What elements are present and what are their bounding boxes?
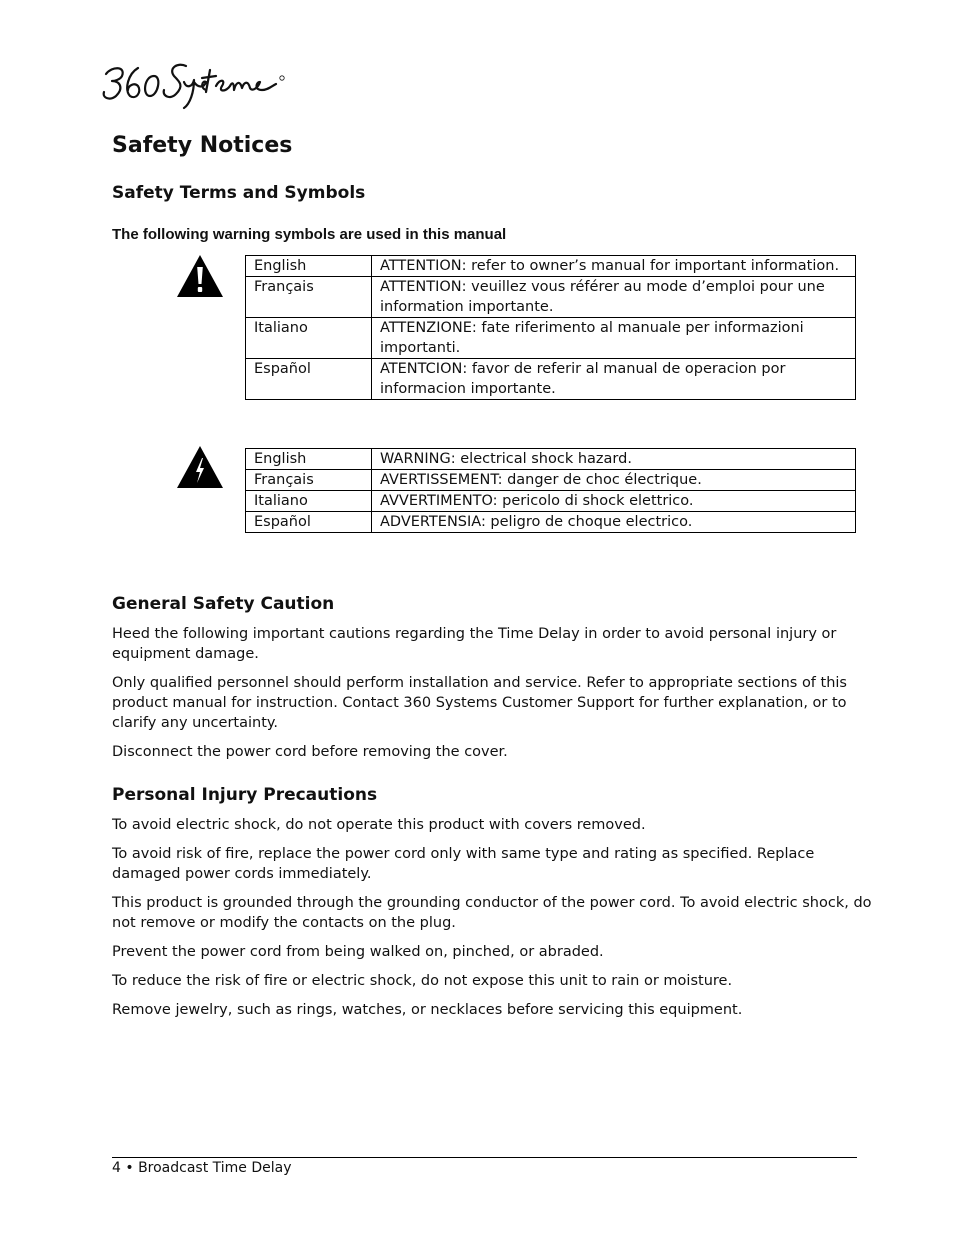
body-paragraph: Prevent the power cord from being walked on, pinched, or abraded. [112, 944, 604, 960]
body-paragraph: Only qualified personnel should perform installation and service. Refer to appropriate sections of this product manual for instruction. Contact 360 Systems Customer Support for further explanation, or to clarify any uncertainty. [112, 675, 847, 731]
body-paragraph: Heed the following important cautions regarding the Time Delay in order to avoid personal injury or equipment damage. [112, 626, 837, 662]
warning-text-cell: ATENTCION: favor de referir al manual de operacion por informacion importante. [372, 359, 856, 400]
body-paragraph: To avoid risk of fire, replace the power cord only with same type and rating as specified. Replace damaged power cords immediately. [112, 846, 815, 882]
language-cell: Français [246, 277, 372, 318]
electric-shock-warning-icon [176, 445, 224, 489]
exclamation-warning-icon [176, 254, 224, 298]
section-heading-safety-terms: Safety Terms and Symbols [112, 183, 366, 203]
table-row [246, 491, 856, 512]
table-row [246, 512, 856, 533]
warning-text-cell: AVERTISSEMENT: danger de choc électrique. [372, 470, 856, 491]
company-logo [100, 52, 290, 112]
warning-text-cell: WARNING: electrical shock hazard. [372, 449, 856, 470]
warning-text-cell: ATTENTION: refer to owner’s manual for important information. [372, 256, 856, 277]
language-cell: Italiano [246, 491, 372, 512]
general-safety-section [112, 594, 874, 771]
logo-mark-icon [100, 52, 290, 112]
page-footer: 4 • Broadcast Time Delay [112, 1160, 292, 1176]
section-heading-injury: Personal Injury Precautions [112, 785, 378, 805]
language-cell: Français [246, 470, 372, 491]
body-paragraph: This product is grounded through the grounding conductor of the power cord. To avoid electric shock, do not remove or modify the contacts on the plug. [112, 895, 872, 931]
body-paragraph: To reduce the risk of fire or electric shock, do not expose this unit to rain or moisture. [112, 973, 733, 989]
warning-text-cell: ADVERTENSIA: peligro de choque electrico. [372, 512, 856, 533]
attention-symbol-table [245, 255, 856, 400]
warning-text-cell: ATTENTION: veuillez vous référer au mode d’emploi pour une information importante. [372, 277, 856, 318]
symbols-caption: The following warning symbols are used in this manual [112, 226, 507, 243]
table-row [246, 256, 856, 277]
section-heading-general: General Safety Caution [112, 594, 335, 614]
table-row [246, 277, 856, 318]
personal-injury-section [112, 785, 874, 1029]
language-cell: Español [246, 359, 372, 400]
body-paragraph: To avoid electric shock, do not operate this product with covers removed. [112, 817, 646, 833]
table-row [246, 318, 856, 359]
warning-text-cell: ATTENZIONE: fate riferimento al manuale per informazioni importanti. [372, 318, 856, 359]
table-row [246, 359, 856, 400]
language-cell: English [246, 449, 372, 470]
body-paragraph: Remove jewelry, such as rings, watches, or necklaces before servicing this equipment. [112, 1002, 743, 1018]
warning-symbol-table [245, 448, 856, 533]
language-cell: English [246, 256, 372, 277]
warning-text-cell: AVVERTIMENTO: pericolo di shock elettrico. [372, 491, 856, 512]
language-cell: Español [246, 512, 372, 533]
table-row [246, 470, 856, 491]
page-title: Safety Notices [112, 133, 293, 158]
body-paragraph: Disconnect the power cord before removing the cover. [112, 744, 508, 760]
language-cell: Italiano [246, 318, 372, 359]
table-row [246, 449, 856, 470]
footer-divider [112, 1157, 857, 1158]
